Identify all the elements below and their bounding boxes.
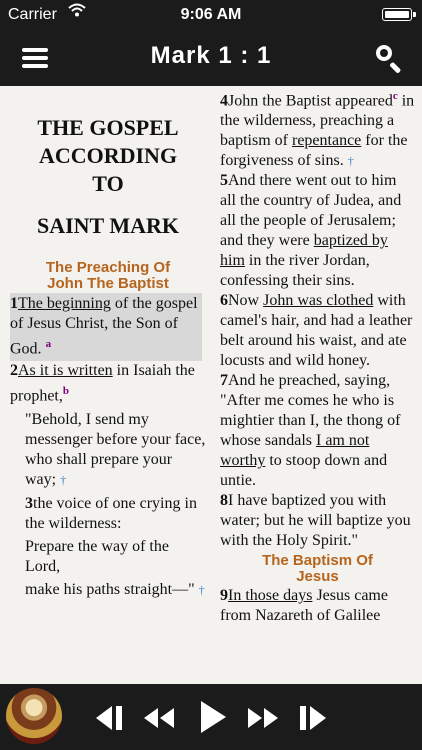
cross-ref-link[interactable]: As it is written xyxy=(18,362,113,380)
book-title-line: TO xyxy=(92,171,124,196)
poetry-line xyxy=(10,537,206,577)
verse-8[interactable] xyxy=(220,491,415,551)
verse-text: John the Baptist appeared xyxy=(228,92,393,110)
verse-text: And he preached, saying, "After me comes he who is mightier than I, the thong of whose sandals xyxy=(220,372,401,450)
verse-number: 7 xyxy=(220,372,228,390)
jesus-icon-artwork[interactable] xyxy=(6,688,62,744)
scripture-text xyxy=(0,86,422,684)
verse-5[interactable] xyxy=(220,171,415,291)
verse-text: for the forgiveness of sins. xyxy=(220,132,408,170)
cross-ref-link[interactable]: baptized by him xyxy=(220,232,388,270)
verse-text: I have baptized you with water; but he will baptize you with the Holy Spirit." xyxy=(220,492,411,550)
left-column xyxy=(10,86,206,600)
status-bar xyxy=(0,0,422,30)
verse-text: Now xyxy=(228,292,264,310)
clock: 9:06 AM xyxy=(180,6,242,23)
book-title-line: THE GOSPEL xyxy=(37,115,179,140)
book-title xyxy=(10,114,206,240)
verse-number: 3 xyxy=(25,494,33,512)
section-heading-line: John The Baptist xyxy=(47,275,169,292)
verse-text: Jesus came from Nazareth of Galilee xyxy=(220,587,388,625)
cross-ref-marker[interactable]: † xyxy=(60,472,67,487)
footnote-marker[interactable]: a xyxy=(45,338,52,350)
verse-text: of the gospel of Jesus Christ, the Son of God. xyxy=(10,295,198,358)
skip-next-icon[interactable] xyxy=(298,704,332,732)
navigation-bar xyxy=(0,30,422,86)
verse-text: Prepare the way of the Lord, xyxy=(25,537,169,575)
verse-number: 1 xyxy=(10,295,18,312)
book-title-line: ACCORDING xyxy=(38,143,178,168)
verse-text: in the wilderness, preaching a baptism of xyxy=(220,92,415,150)
verse-text: make his paths straight—" xyxy=(25,580,195,598)
verse-number: 9 xyxy=(220,587,228,605)
verse-text: in Isaiah the prophet, xyxy=(10,362,195,405)
battery-icon xyxy=(382,8,412,21)
cross-ref-marker[interactable]: † xyxy=(198,582,205,597)
verse-3[interactable] xyxy=(10,494,206,534)
play-icon[interactable] xyxy=(198,700,228,734)
verse-text: who shall prepare your way; xyxy=(25,450,173,488)
cross-ref-link[interactable]: John was clothed xyxy=(263,292,374,310)
verse-text: And there went out to him all the country of Judea, and all the people of Jerusalem; and they were xyxy=(220,172,402,250)
skip-previous-icon[interactable] xyxy=(90,704,124,732)
section-heading-baptism xyxy=(220,553,415,585)
section-heading-line: Jesus xyxy=(296,568,339,586)
cross-ref-link[interactable]: I am not worthy xyxy=(220,432,370,470)
poetry-line xyxy=(10,580,206,600)
cross-ref-marker[interactable]: † xyxy=(347,154,354,169)
poetry-line xyxy=(10,450,206,490)
verse-number: 4 xyxy=(220,92,228,110)
poetry-line xyxy=(10,410,206,450)
search-icon[interactable] xyxy=(374,43,404,73)
chapter-verse-title[interactable]: Mark 1 : 1 xyxy=(150,42,272,69)
book-title-line: SAINT MARK xyxy=(36,213,179,238)
footnote-marker[interactable]: b xyxy=(62,385,69,398)
verse-number: 5 xyxy=(220,172,228,190)
verse-text: in the river Jordan, confessing their sins. xyxy=(220,252,370,290)
verse-number: 2 xyxy=(10,362,18,380)
verse-text: to stoop down and untie. xyxy=(220,452,388,490)
cross-ref-link[interactable]: repentance xyxy=(292,132,362,150)
verse-7[interactable] xyxy=(220,371,415,491)
verse-6[interactable] xyxy=(220,291,415,371)
audio-player-bar xyxy=(0,684,422,750)
carrier-label: Carrier xyxy=(8,6,57,23)
footnote-marker[interactable]: c xyxy=(392,90,398,102)
section-heading-line: The Preaching Of xyxy=(45,259,171,276)
section-heading-preaching xyxy=(10,260,206,292)
right-column xyxy=(220,86,415,626)
cross-ref-link[interactable]: The beginning xyxy=(18,295,111,312)
verse-text: "Behold, I send my messenger before your face, xyxy=(25,410,206,448)
cross-ref-link[interactable]: In those days xyxy=(228,587,313,605)
verse-1[interactable] xyxy=(10,293,202,361)
section-heading-line: The Baptism Of xyxy=(262,552,373,570)
verse-9[interactable] xyxy=(220,586,415,626)
verse-text: the voice of one crying in the wilderness: xyxy=(25,494,197,532)
verse-number: 6 xyxy=(220,292,228,310)
verse-number: 8 xyxy=(220,492,228,510)
verse-4[interactable] xyxy=(220,86,415,171)
verse-text: with camel's hair, and had a leather belt around his waist, and ate locusts and wild honey. xyxy=(220,292,413,370)
fast-forward-icon[interactable] xyxy=(246,704,280,732)
rewind-icon[interactable] xyxy=(142,704,176,732)
verse-2[interactable] xyxy=(10,361,206,406)
